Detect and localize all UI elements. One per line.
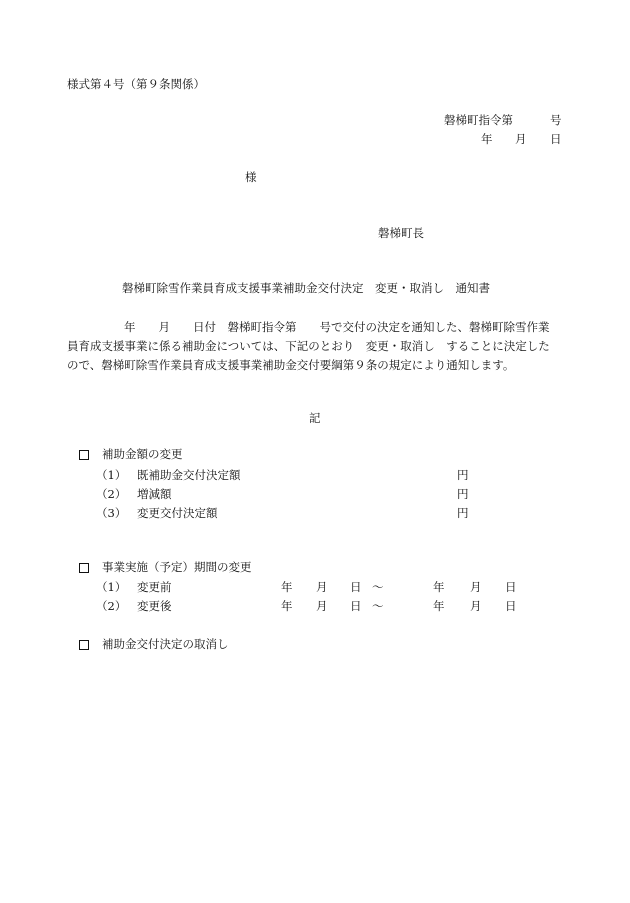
row-num: （1） xyxy=(96,580,127,594)
start-year: 年 xyxy=(281,599,293,613)
addressee-suffix: 様 xyxy=(245,170,257,184)
doc-number-prefix: 磐梯町指令第 xyxy=(444,113,513,127)
date-year: 年 xyxy=(481,132,493,146)
end-year: 年 xyxy=(433,580,445,594)
row-unit: 円 xyxy=(457,468,469,482)
section3-heading: 補助金交付決定の取消し xyxy=(102,637,229,651)
body-line: ので、磐梯町除雪作業員育成支援事業補助金交付要綱第９条の規定により通知します。 xyxy=(67,358,515,372)
end-month: 月 xyxy=(470,580,482,594)
row-label: 変更前 xyxy=(137,580,172,594)
row-num: （2） xyxy=(96,599,127,613)
body-paragraph xyxy=(67,318,564,375)
document-title: 磐梯町除雪作業員育成支援事業補助金交付決定 変更・取消し 通知書 xyxy=(122,281,490,295)
sender: 磐梯町長 xyxy=(378,226,424,240)
start-day: 日 xyxy=(350,580,362,594)
checkbox-amount-change[interactable] xyxy=(79,450,89,460)
start-month: 月 xyxy=(316,580,328,594)
row-num: （3） xyxy=(96,506,127,520)
start-day: 日 xyxy=(350,599,362,613)
ki-heading: 記 xyxy=(309,411,321,425)
doc-number-suffix: 号 xyxy=(550,113,562,127)
row-unit: 円 xyxy=(457,506,469,520)
row-label: 増減額 xyxy=(137,487,172,501)
form-number: 様式第４号（第９条関係） xyxy=(67,77,205,91)
tilde: 〜 xyxy=(372,580,384,594)
body-line: 年 月 日付 磐梯町指令第 号で交付の決定を通知した、磐梯町除雪作業 xyxy=(124,320,550,334)
start-year: 年 xyxy=(281,580,293,594)
section2-heading: 事業実施（予定）期間の変更 xyxy=(102,560,252,574)
section1-heading: 補助金額の変更 xyxy=(102,447,183,461)
end-day: 日 xyxy=(505,599,517,613)
start-month: 月 xyxy=(316,599,328,613)
row-num: （1） xyxy=(96,468,127,482)
date-month: 月 xyxy=(515,132,527,146)
body-line: 員育成支援事業に係る補助金については、下記のとおり 変更・取消し することに決定した xyxy=(67,339,550,353)
row-label: 変更交付決定額 xyxy=(137,506,218,520)
tilde: 〜 xyxy=(372,599,384,613)
checkbox-period-change[interactable] xyxy=(79,563,89,573)
row-unit: 円 xyxy=(457,487,469,501)
end-day: 日 xyxy=(505,580,517,594)
row-label: 変更後 xyxy=(137,599,172,613)
end-year: 年 xyxy=(433,599,445,613)
row-num: （2） xyxy=(96,487,127,501)
date-day: 日 xyxy=(550,132,562,146)
row-label: 既補助金交付決定額 xyxy=(137,468,241,482)
checkbox-cancellation[interactable] xyxy=(79,640,89,650)
end-month: 月 xyxy=(470,599,482,613)
